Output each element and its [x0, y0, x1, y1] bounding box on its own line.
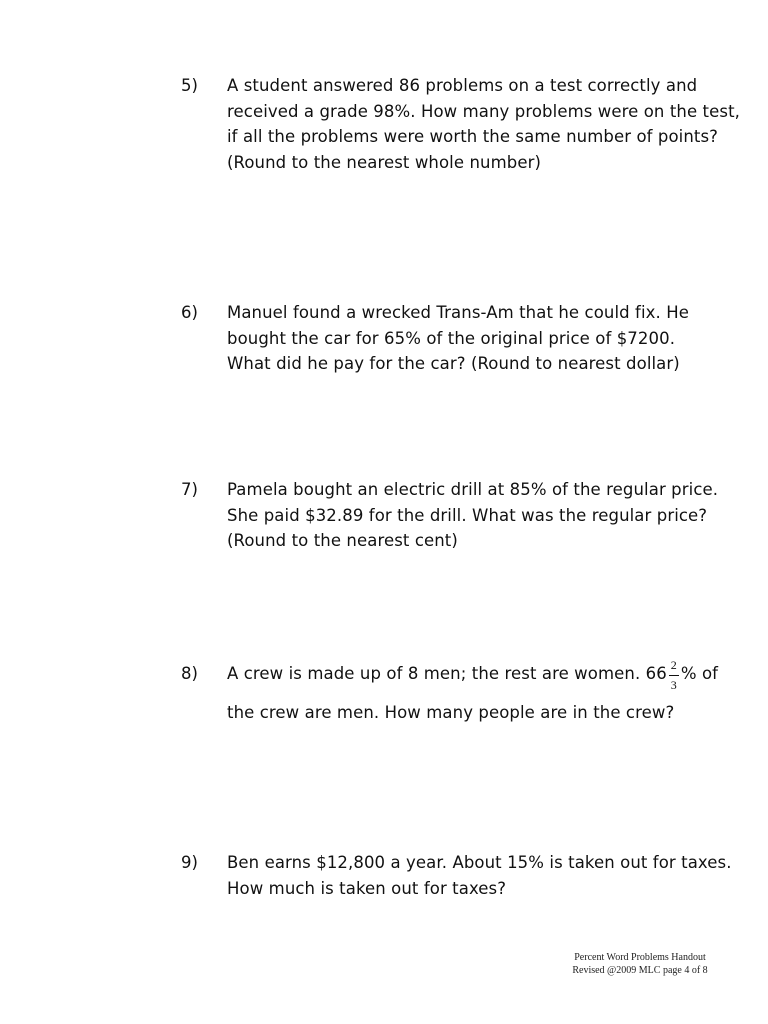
page-footer — [540, 951, 740, 977]
problem-number: 5) — [181, 76, 198, 95]
problem-text — [227, 73, 747, 175]
footer-title: Percent Word Problems Handout — [574, 952, 706, 963]
problem-number: 8) — [181, 664, 198, 683]
problem-line: A student answered 86 problems on a test correctly and — [227, 76, 698, 95]
fraction — [668, 657, 680, 692]
problem-line: She paid $32.89 for the drill. What was the regular price? — [227, 505, 708, 525]
problem-number: 9) — [181, 853, 198, 872]
problem-number: 7) — [181, 480, 198, 499]
problem-text-continued — [227, 700, 747, 726]
problem-line: Manuel found a wrecked Trans-Am that he could fix. He — [227, 303, 689, 322]
fraction-denominator: 3 — [670, 677, 677, 692]
problem-line: bought the car for 65% of the original price of $7200. — [227, 328, 676, 348]
problem-text-after-fraction: % of — [680, 664, 719, 683]
problem-line: (Round to the nearest whole number) — [227, 152, 541, 172]
problem-number: 6) — [181, 303, 198, 322]
problem-text — [227, 477, 747, 554]
problem-line: the crew are men. How many people are in the crew? — [227, 703, 675, 722]
problem-line: Ben earns $12,800 a year. About 15% is taken out for taxes. — [227, 853, 732, 872]
fraction-numerator: 2 — [670, 657, 677, 672]
problem-line: How much is taken out for taxes? — [227, 878, 507, 898]
problem-text — [227, 300, 747, 377]
problem-text — [227, 657, 747, 692]
fraction-bar — [669, 675, 679, 676]
problem-text — [227, 850, 747, 901]
problem-text-before-fraction: A crew is made up of 8 men; the rest are women. 66 — [227, 664, 667, 683]
problem-line: What did he pay for the car? (Round to nearest dollar) — [227, 354, 680, 373]
problem-line: (Round to the nearest cent) — [227, 531, 458, 550]
problem-line: if all the problems were worth the same number of points? — [227, 127, 719, 146]
problem-line — [227, 657, 747, 692]
problem-line: received a grade 98%. How many problems were on the test, — [227, 101, 740, 121]
footer-revision: Revised @2009 MLC page 4 of 8 — [572, 965, 708, 976]
problem-line: Pamela bought an electric drill at 85% of the regular price. — [227, 480, 719, 499]
